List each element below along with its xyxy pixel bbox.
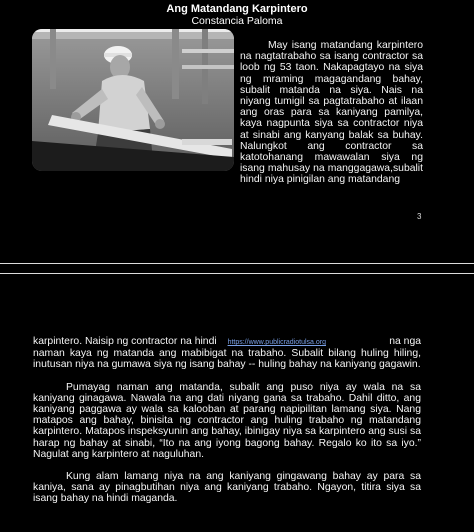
page-divider-top [0, 263, 474, 264]
story-continuation [33, 336, 421, 516]
paragraph-continuation [33, 336, 421, 371]
page-divider-bottom [0, 273, 474, 274]
carpenter-photo [32, 29, 234, 171]
paragraph-rest: naman kaya ng matanda ang mabibigat na trabaho. Subalit bilang huling hiling, inutusan niya na gumawa siya ng isang bahay -- huling bahay na kaniyang gagawin. [33, 348, 421, 371]
story-paragraph-1 [240, 40, 423, 186]
page-number: 3 [417, 212, 422, 221]
document-page-3 [0, 0, 474, 262]
first-line [33, 336, 421, 348]
line-end-text: na nga [389, 336, 421, 347]
story-author: Constancia Paloma [191, 15, 283, 27]
story-paragraph-2: Pumayag naman ang matanda, subalit ang puso niya ay wala na sa kaniyang ginagawa. Nawala na ang dati niyang gana sa trabaho. Dahil ditto, ang kaniyang paggawa ay wala sa kalooban at parang napipilitan lamang siya. Nang matapos ang bahay, binisita ng contractor ang huling trabaho ng matandang karpintero. Matapos inspeksyunin ang bahay, ibinigay niya sa karpintero ang susi sa harap ng bahay at sinabi, “Ito na ang iyong bagong bahay. Regalo ko ito sa iyo.” Nagulat ang karpintero at naguluhan. [33, 381, 421, 460]
story-title: Ang Matandang Karpintero [166, 3, 308, 15]
paragraph-text: May isang matandang karpintero na nagtatrabaho sa isang contractor sa loob ng 53 taon. Nakapagtayo na siya ng mraming magagandang bahay, subalit matanda na siya. Nais na niyang tumigil sa pagtatrabaho at ilaan ang oras para sa kaniyang pamilya, kaya nagpunta siya sa contractor niya at sinabi ang kanyang balak sa buhay. Nalungkot ang contractor sa katotohanang mawawalan siya ng isang mahusay na manggagawa,subalit hindi niya pinigilan ang matandang [240, 40, 423, 186]
story-paragraph-3: Kung alam lamang niya na ang kaniyang gingawang bahay ay para sa kaniya, sana ay pinagbutihan niya ang kaniyang trabaho. Ngayon, titira siya sa isang bahay na hindi maganda. [33, 471, 421, 505]
line-start-text: karpintero. Naisip ng contractor na hindi [33, 336, 217, 347]
source-url-link[interactable]: https://www.publicradiotulsa.org [227, 339, 326, 346]
